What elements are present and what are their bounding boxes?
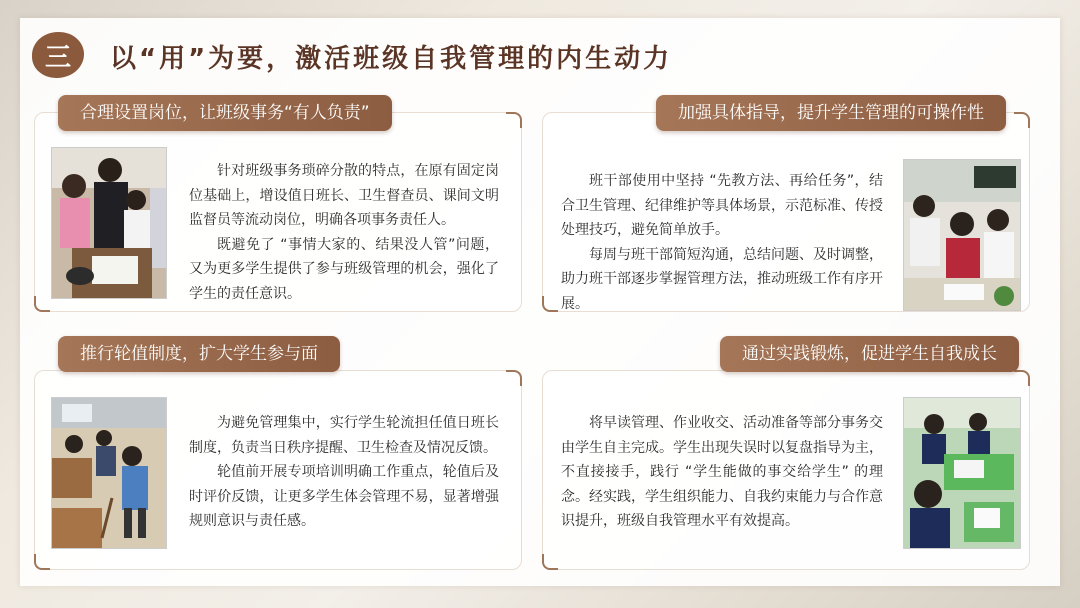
paragraph: 为避免管理集中，实行学生轮流担任值日班长制度，负责当日秩序提醒、卫生检查及情况反馈。: [189, 415, 499, 456]
paragraph: 每周与班干部简短沟通，总结问题、及时调整，助力班干部逐步掌握管理方法，推动班级工作有序开展。: [561, 246, 883, 312]
panel-title-top-left: 合理设置岗位，让班级事务“有人负责”: [58, 95, 392, 131]
photo-student-cleaning-classroom: [51, 397, 167, 549]
paragraph: 班干部使用中坚持 “先教方法、再给任务”，结合卫生管理、纪律维护等具体场景，示范标准、传授处理技巧，避免简单放手。: [561, 173, 883, 238]
panel-title-bottom-right: 通过实践锻炼，促进学生自我成长: [720, 336, 1019, 372]
panel-body: [189, 411, 499, 534]
paragraph: 轮值前开展专项培训明确工作重点，轮值后及时评价反馈，让更多学生体会管理不易，显著增强规则意识与责任感。: [189, 464, 499, 529]
slide: [20, 18, 1060, 586]
paragraph: 既避免了 “事情大家的、结果没人管”问题，又为更多学生提供了参与班级管理的机会，强化了学生的责任意识。: [189, 236, 499, 302]
photo-students-working-in-groups: [903, 397, 1021, 549]
panel-body: [561, 411, 883, 534]
panel-title-top-right: 加强具体指导，提升学生管理的可操作性: [656, 95, 1006, 131]
paragraph: 将早读管理、作业收交、活动准备等部分事务交由学生自主完成。学生出现失误时以复盘指导为主，不直接接手，践行 “学生能做的事交给学生” 的理念。经实践，学生组织能力、自我约束能力与合作意识提升，班级自我管理水平有效提高。: [561, 415, 883, 529]
panel-top-right: [542, 112, 1030, 312]
panel-body: [189, 159, 499, 306]
photo-teacher-meeting-class-leaders: [903, 159, 1021, 311]
paragraph: 针对班级事务琐碎分散的特点，在原有固定岗位基础上，增设值日班长、卫生督查员、课间文明监督员等流动岗位，明确各项事务责任人。: [189, 163, 499, 228]
panel-bottom-right: [542, 370, 1030, 570]
panel-top-left: [34, 112, 522, 312]
panel-title-bottom-left: 推行轮值制度，扩大学生参与面: [58, 336, 340, 372]
panel-body: [561, 169, 883, 316]
panel-bottom-left: [34, 370, 522, 570]
photo-teacher-guiding-students: [51, 147, 167, 299]
section-title: 以“用”为要，激活班级自我管理的内生动力: [110, 44, 673, 74]
section-number-badge: 三: [32, 32, 84, 78]
